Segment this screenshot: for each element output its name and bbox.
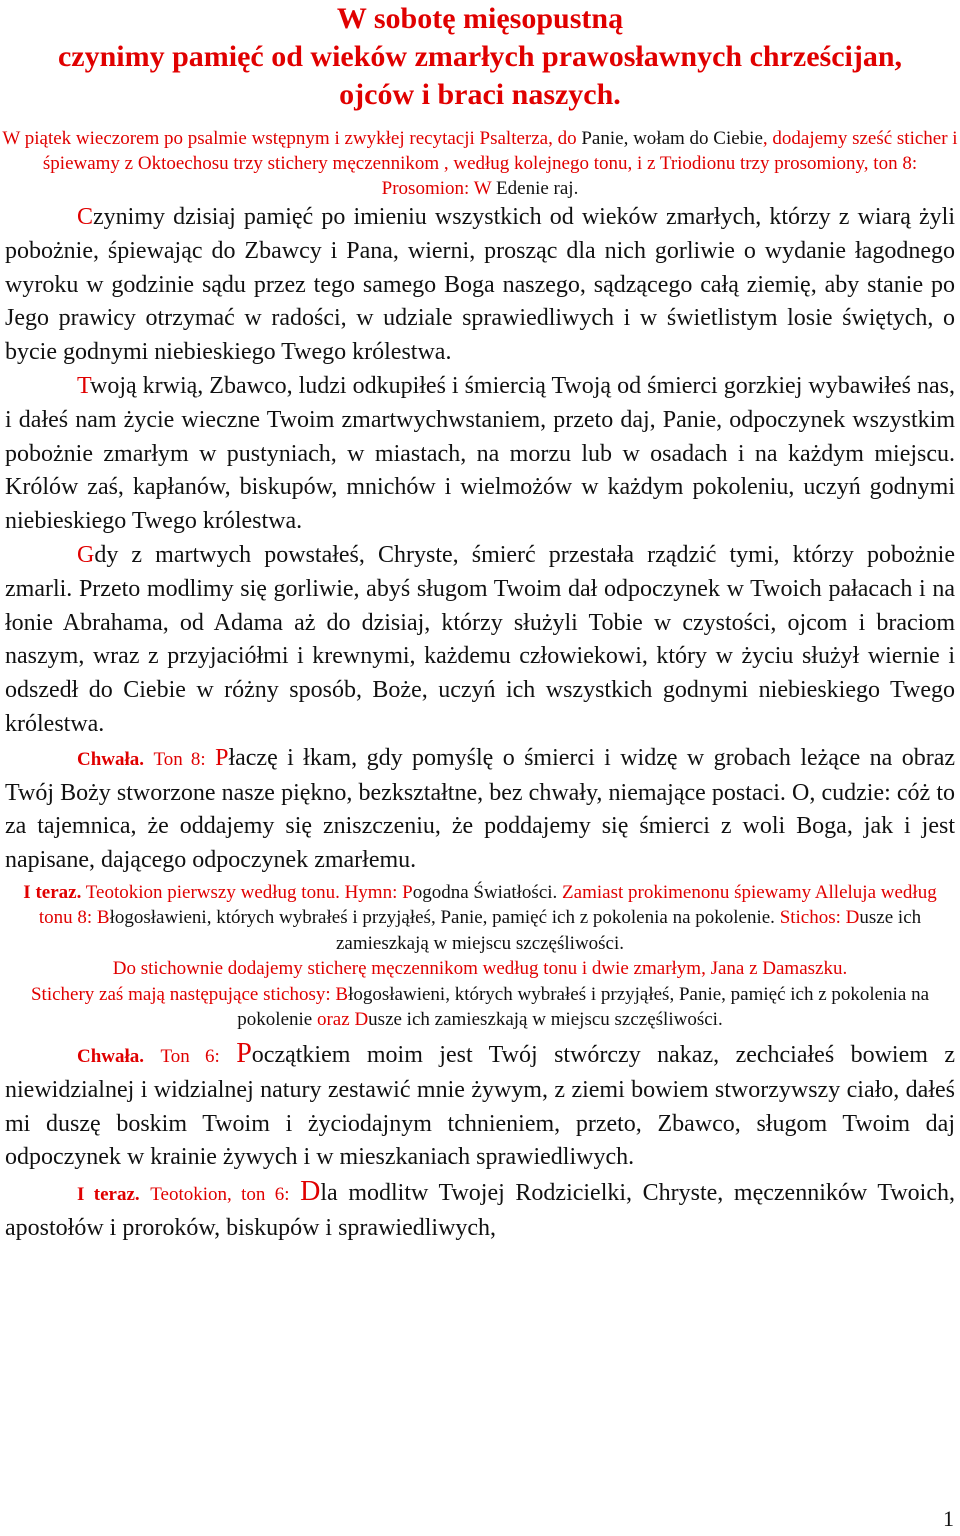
rubric-alleluia-initial: B [96,907,110,929]
now-label-1: I teraz. [23,881,82,903]
sticheron-3 [5,539,955,742]
rubric-stichery-text: łogosławieni, których wybrałeś i przyjąłeś, Panie, pamięć ich z pokolenia na pokolenie [237,983,930,1031]
sticheron-1 [5,201,955,370]
title-line-2: czynimy pamięć od wieków zmarłych prawosławnych chrześcijan, [57,40,903,73]
intro-quote: Panie, wołam do Ciebie [581,128,763,149]
sticheron-1-text: zynimy dzisiaj pamięć po imieniu wszystkich od wieków zmarłych, którzy z wiarą żyli pobożnie, śpiewając do Zbawcy i Pana, wierni, prosząc dla nich gorliwie o wydanie łagodnego wyroku w godzinie sądu przez tego samego Boga naszego, sądzącego całą ziemię, aby stanie po Jego prawicy otrzymać w radości, w udziale sprawiedliwych i w świetlistym losie świętych, o bycie godnymi niebieskiego Twego królestwa. [5,204,955,366]
body-text-2 [0,1037,960,1246]
glory-2-initial: P [236,1037,252,1069]
rubric-section [0,880,960,1033]
title-line-3: ojców i braci naszych. [339,78,621,111]
glory-1-text: łaczę i łkam, gdy pomyślę o śmierci i widzę w grobach leżące na obraz Twój Boży stworzone nasze piękno, bezkształtne, bez chwały, niemające postaci. O, cudzie: cóż to za tajemnica, że oddajemy się zniszczeniu, że poddajemy się śmierci z woli Boga, jak i jest napisane, dającego odpoczynek zmarłemu. [5,744,956,874]
rubric-hymn: Teotokion pierwszy według tonu. Hymn: [85,881,403,903]
intro-rubric [0,126,960,201]
rubric-stichos-initial: D [845,907,860,929]
body-text [0,201,960,878]
rubric-stichery-text-2: usze ich zamieszkają w miejscu szczęśliwości. [368,1009,723,1031]
glory-2-text: oczątkiem moim jest Twój stwórczy nakaz, zechciałeś bowiem z niewidzialnej i widzialnej natury zestawić mnie żywym, z ziemi bowiem stworzywszy ciało, dałeś mi duszę boskim Twoim i życiodajnym tchnieniem, przeto, Zbawco, sługom Twoim daj odpoczynek w krainie żywych i w mieszkaniach sprawiedliwych. [5,1041,956,1171]
theotokion-initial: D [300,1176,321,1208]
glory-1-label: Chwała. [77,748,145,770]
theotokion-text: la modlitw Twojej Rodzicielki, Chryste, męczenników Twoich, apostołów i proroków, biskupów i sprawiedliwych, [5,1180,956,1241]
theotokion-now: I teraz. [77,1184,140,1206]
sticheron-3-text: dy z martwych powstałeś, Chryste, śmierć przestała rządzić tymi, którzy pobożnie zmarli. Przeto modlimy się gorliwie, abyś sługom Twoim dał odpoczynek w Twoich pałacach i na łonie Abrahama, od Adama aż do dzisiaj, którzy służyli Tobie w czystości, ojcom i braciom naszym, wraz z przyjaciółmi i krewnymi, każdemu człowiekowi, który w życiu służył wiernie i odszedł do Ciebie w różny sposób, Boże, uczyń ich wszystkich godnymi niebieskiego Twego królestwa. [5,541,955,737]
prosomion-text: Edenie raj. [496,178,579,199]
prosomion-label: Prosomion: W [381,178,497,199]
rubric-stichos-text: usze ich zamieszkają w miejscu szczęśliwości. [335,907,922,954]
rubric-hymn-initial: P [402,881,413,903]
theotokion [5,1175,955,1246]
page-number: 1 [943,1506,954,1531]
rubric-line-3: Do stichownie dodajemy sticherę męczennikom według tonu i dwie zmarłym, Jana z Damaszku. [112,958,848,980]
rubric-stichery: Stichery zaś mają następujące stichosy: [30,983,336,1005]
rubric-hymn-text: ogodna Światłości. [412,881,558,903]
rubric-alleluia: Zamiast prokimenonu śpiewamy Alleluja według tonu 8: [38,881,937,929]
intro-part-1: W piątek wieczorem po psalmie wstępnym i zwykłej recytacji Psalterza, do [2,128,582,149]
sticheron-3-initial: G [77,541,95,568]
glory-2-tone: Ton 6: [160,1045,220,1067]
rubric-stichery-initial-2: D [354,1009,369,1031]
intro-part-2: , dodajemy sześć sticher i śpiewamy z Oktoechosu trzy stichery męczennikom , według kolejnego tonu, i z Triodionu trzy prosomiony, ton 8: [42,128,958,174]
sticheron-2 [5,370,955,539]
rubric-oraz: oraz [316,1009,355,1031]
theotokion-label: Teotokion, ton 6: [150,1184,290,1206]
page-title [0,0,960,114]
sticheron-2-initial: T [77,372,90,399]
title-line-1: W sobotę mięsopustną [336,2,624,35]
rubric-line-4 [5,982,955,1033]
glory-2-label: Chwała. [77,1045,145,1067]
sticheron-2-text: woją krwią, Zbawco, ludzi odkupiłeś i śmiercią Twoją od śmierci gorzkiej wybawiłeś nas, i dałeś nam życie wieczne Twoim zmartwychwstaniem, przeto daj, Panie, odpoczynek wszystkim pobożnie zmarłym w pustyniach, w miastach, na morzu lub w osadach i na każdym miejscu. Królów zaś, kapłanów, biskupów, mnichów i wielmożów w każdym pokoleniu, uczyń godnymi niebieskiego Twego królestwa. [5,372,955,535]
glory-2 [5,1037,955,1175]
glory-1-initial: P [215,744,229,771]
glory-1 [5,742,955,878]
sticheron-1-initial: C [77,204,94,230]
glory-1-tone: Ton 8: [153,748,206,770]
rubric-line-1 [5,880,955,957]
rubric-stichos: Stichos: [774,907,846,929]
rubric-alleluia-text: łogosławieni, których wybrałeś i przyjąłeś, Panie, pamięć ich z pokolenia na pokolenie. [109,907,775,929]
rubric-stichery-initial: B [335,983,349,1005]
